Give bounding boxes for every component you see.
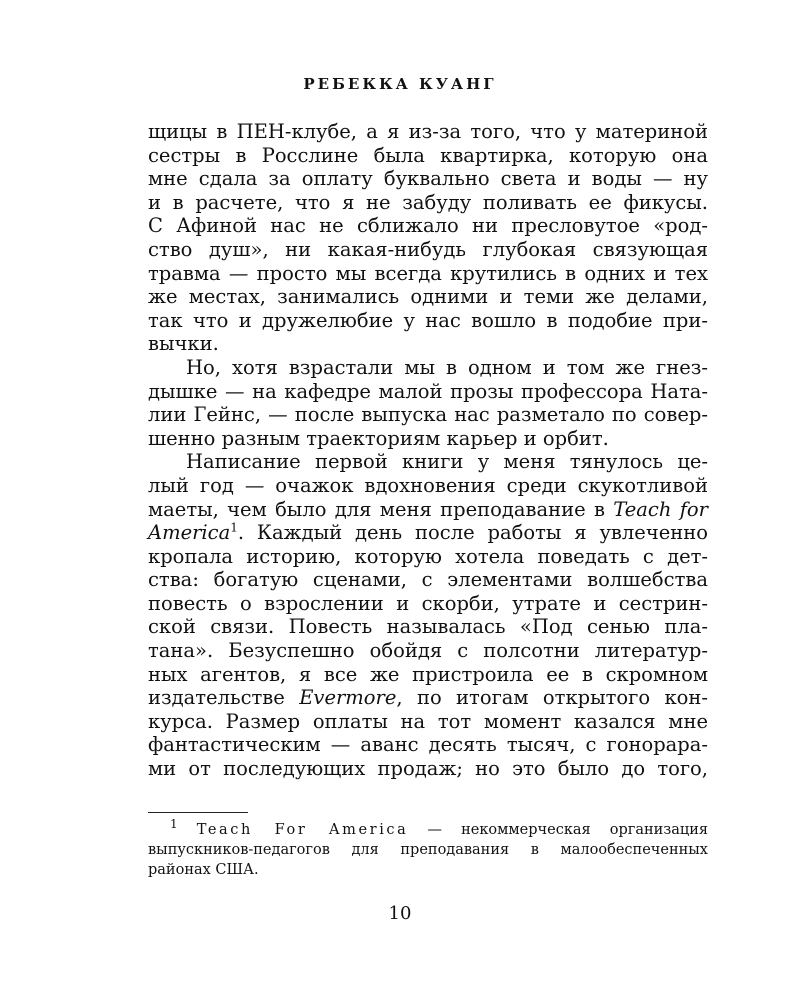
footnote-line <box>148 817 709 840</box>
text-line: сестры в Росслине была квартирка, которую она <box>148 143 708 167</box>
footnote-text: — некоммерческая организация <box>408 822 709 838</box>
text-line: так что и дружелюбие у нас вошло в подобие при- <box>148 308 708 332</box>
text-line: курса. Размер оплаты на тот момент казался мне <box>148 709 708 733</box>
text-line: ми от последующих продаж; но это было до того, <box>148 757 708 781</box>
text-line: тана». Безуспешно обойдя с полсотни литератур- <box>148 639 708 663</box>
footnote <box>148 817 709 880</box>
footnote-divider <box>148 812 248 813</box>
footnote-line: районах США. <box>148 862 259 878</box>
footnote-marker: 1 <box>170 817 178 832</box>
text-line-part: , по итогам открытого кон- <box>396 686 708 710</box>
footnote-reference[interactable]: 1 <box>230 520 238 535</box>
text-line: мне сдала за оплату буквально света и воды — ну <box>148 167 708 191</box>
text-line <box>148 498 708 522</box>
text-line: лии Гейнс, — после выпуска нас разметало по совер- <box>148 403 708 427</box>
italic-evermore: Evermore <box>299 686 397 710</box>
text-line: вычки. <box>148 332 219 356</box>
text-line: же местах, занимались одними и теми же делами, <box>148 285 708 309</box>
text-line: повесть о взрослении и скорби, утрате и сестрин- <box>148 591 708 615</box>
text-line: фантастическим — аванс десять тысяч, с гонорара- <box>148 733 708 757</box>
page-number: 10 <box>388 903 412 924</box>
text-line-part: издательстве <box>148 686 285 710</box>
text-line: С Афиной нас не сближало ни пресловутое «род- <box>148 214 708 238</box>
text-line: Написание первой книги у меня тянулось це- <box>186 450 708 474</box>
italic-teach-for: Teach for <box>613 497 708 521</box>
text-line: ство душ», ни какая-нибудь глубокая связующая <box>148 237 708 261</box>
italic-america: America <box>148 521 231 545</box>
text-line: ской связи. Повесть называлась «Под сенью пла- <box>148 615 708 639</box>
text-line: Но, хотя взрастали мы в одном и том же гнез- <box>186 355 708 379</box>
text-line: ства: богатую сценами, с элементами волшебства <box>148 568 708 592</box>
text-line: лый год — очажок вдохновения среди скукотливой <box>148 473 708 497</box>
footnote-line: выпускников-педагогов для преподавания в малообеспеченных <box>148 842 708 858</box>
running-header: РЕБЕККА КУАНГ <box>303 75 497 93</box>
text-line: травма — просто мы всегда крутились в одних и тех <box>148 261 708 285</box>
text-line: шенно разным траекториям карьер и орбит. <box>148 426 609 450</box>
text-line-part: . Каждый день после работы я увлеченно <box>237 521 708 545</box>
text-line-part: маеты, чем было для меня преподавание в <box>148 497 605 521</box>
text-line: дышке — на кафедре малой прозы профессора Ната- <box>148 379 708 403</box>
footnote-org-name: Teach For America <box>196 822 409 838</box>
text-line <box>148 686 708 710</box>
main-text <box>148 120 708 781</box>
text-line: щицы в ПЕН-клубе, а я из-за того, что у материной <box>148 120 708 143</box>
text-line: кропала историю, которую хотела поведать с дет- <box>148 544 708 568</box>
text-line: и в расчете, что я не забуду поливать ее фикусы. <box>148 190 708 214</box>
text-line <box>148 521 708 545</box>
text-line: ных агентов, я все же пристроила ее в скромном <box>148 662 708 686</box>
